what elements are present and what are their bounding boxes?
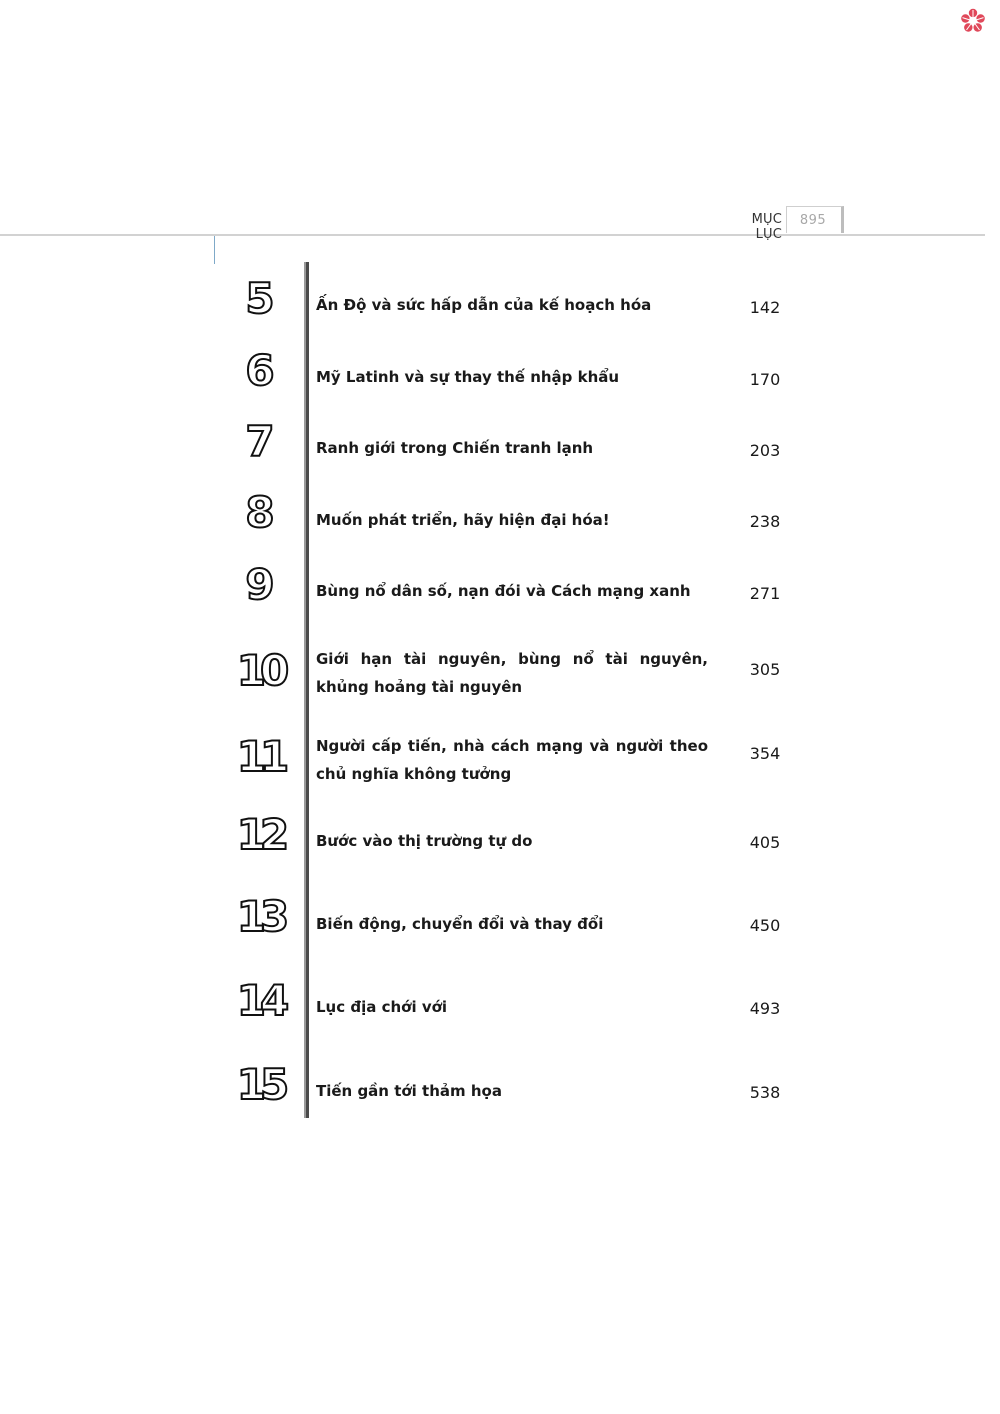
section-title: MỤC LỤC (751, 212, 782, 242)
page-number: 895 (799, 213, 827, 228)
chapter-number: 9 (245, 560, 275, 609)
chapter-title: Bước vào thị trường tự do (316, 832, 533, 850)
chapter-title: Muốn phát triển, hãy hiện đại hóa! (316, 511, 610, 529)
margin-tick (214, 236, 215, 264)
chapter-title: Ấn Độ và sức hấp dẫn của kế hoạch hóa (316, 296, 652, 314)
chapter-page: 493 (749, 999, 781, 1018)
chapter-title: Lục địa chới với (316, 998, 448, 1016)
chapter-number: 6 (245, 346, 275, 395)
chapter-page: 450 (749, 916, 781, 935)
chapter-title: Người cấp tiến, nhà cách mạng và người theo chủ nghĩa không tưởng (316, 737, 708, 783)
chapter-number: 5 (245, 274, 275, 323)
chapter-title: Mỹ Latinh và sự thay thế nhập khẩu (316, 368, 620, 386)
chapter-number: 13 (236, 892, 284, 941)
chapter-title: Tiến gần tới thảm họa (316, 1082, 502, 1100)
chapter-number: 14 (236, 976, 284, 1025)
flower-logo-icon (960, 8, 986, 34)
chapter-number: 10 (236, 646, 284, 695)
chapter-number: 15 (236, 1060, 284, 1109)
chapter-page: 405 (749, 833, 781, 852)
chapter-title: Giới hạn tài nguyên, bùng nổ tài nguyên, khủng hoảng tài nguyên (316, 650, 708, 696)
chapter-page: 538 (749, 1083, 781, 1102)
chapter-title: Ranh giới trong Chiến tranh lạnh (316, 439, 594, 457)
chapter-page: 354 (749, 744, 781, 763)
chapter-number: 12 (236, 810, 284, 859)
chapter-page: 142 (749, 298, 781, 317)
chapter-page: 203 (749, 441, 781, 460)
chapter-page: 305 (749, 660, 781, 679)
chapter-title: Bùng nổ dân số, nạn đói và Cách mạng xanh (316, 582, 691, 600)
chapter-page: 271 (749, 584, 781, 603)
chapter-page: 170 (749, 370, 781, 389)
chapter-title: Biến động, chuyển đổi và thay đổi (316, 915, 604, 933)
chapter-number: 7 (245, 417, 275, 466)
chapter-page: 238 (749, 512, 781, 531)
header-rule (0, 234, 985, 236)
chapter-number: 11 (236, 732, 284, 781)
chapter-number: 8 (245, 488, 275, 537)
